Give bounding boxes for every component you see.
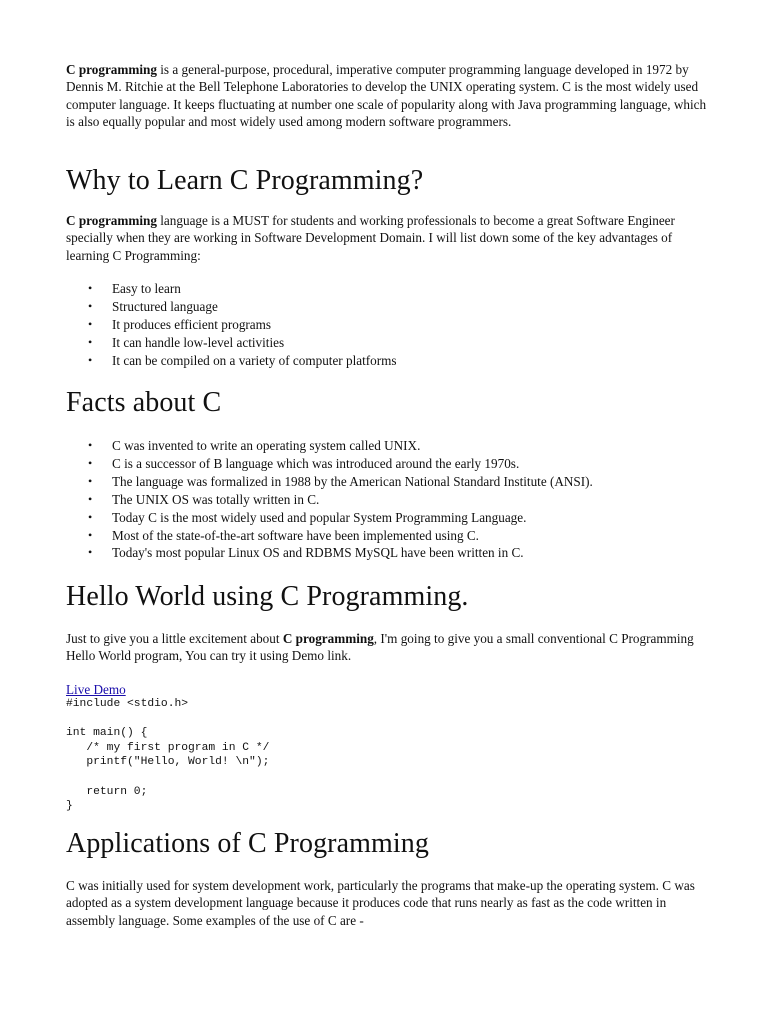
hello-paragraph: [66, 630, 708, 665]
hello-heading: Hello World using C Programming.: [66, 581, 469, 612]
facts-list: [66, 437, 708, 562]
hello-lead: C programming: [282, 631, 374, 646]
why-paragraph: [66, 212, 708, 264]
why-lead: C programming: [66, 213, 157, 228]
list-item: • Today's most popular Linux OS and RDBMS MySQL have been written in C.: [112, 544, 708, 562]
apps-heading: Applications of C Programming: [66, 828, 429, 859]
hello-text-before: Just to give you a little excitement about: [66, 631, 283, 646]
list-item: • It can be compiled on a variety of computer platforms: [112, 352, 708, 370]
why-list: [66, 280, 708, 370]
list-item: • Today C is the most widely used and popular System Programming Language.: [112, 509, 708, 527]
list-item: • It can handle low-level activities: [112, 334, 708, 352]
list-item: • Easy to learn: [112, 280, 708, 298]
apps-paragraph: C was initially used for system development work, particularly the programs that make-up the operating system. C was adopted as a system development language because it produces code that runs nearly as fast as the code written in assembly language. Some examples of the use of C are -: [66, 878, 695, 928]
live-demo-link[interactable]: Live Demo: [66, 682, 126, 697]
list-item: • C is a successor of B language which was introduced around the early 1970s.: [112, 455, 708, 473]
list-item: • The language was formalized in 1988 by the American National Standard Institute (ANSI).: [112, 473, 708, 491]
facts-heading: Facts about C: [66, 387, 222, 418]
code-block: #include <stdio.h> int main() { /* my first program in C */ printf("Hello, World! \n"); return 0; }: [66, 698, 270, 813]
list-item: • It produces efficient programs: [112, 316, 708, 334]
list-item: • Most of the state-of-the-art software have been implemented using C.: [112, 527, 708, 545]
intro-lead: C programming: [66, 62, 157, 77]
list-item: • Structured language: [112, 298, 708, 316]
intro-text: is a general-purpose, procedural, imperative computer programming language developed in 1972 by Dennis M. Ritchie at the Bell Telephone Laboratories to develop the UNIX operating system. C is the most widely used computer language. It keeps fluctuating at number one scale of popularity along with Java programming language, which is also equally popular and most widely used among modern software programmers.: [66, 62, 707, 129]
intro-paragraph: [66, 61, 708, 130]
why-text: language is a MUST for students and working professionals to become a great Software Engineer specially when they are working in Software Development Domain. I will list down some of the key advantages of learning C Programming:: [66, 213, 675, 263]
list-item: • The UNIX OS was totally written in C.: [112, 491, 708, 509]
list-item: • C was invented to write an operating system called UNIX.: [112, 437, 708, 455]
hello-text-after: , I'm going to give you a small conventional C Programming Hello World program, You can try it using Demo link.: [66, 631, 694, 664]
why-heading: Why to Learn C Programming?: [66, 165, 424, 196]
